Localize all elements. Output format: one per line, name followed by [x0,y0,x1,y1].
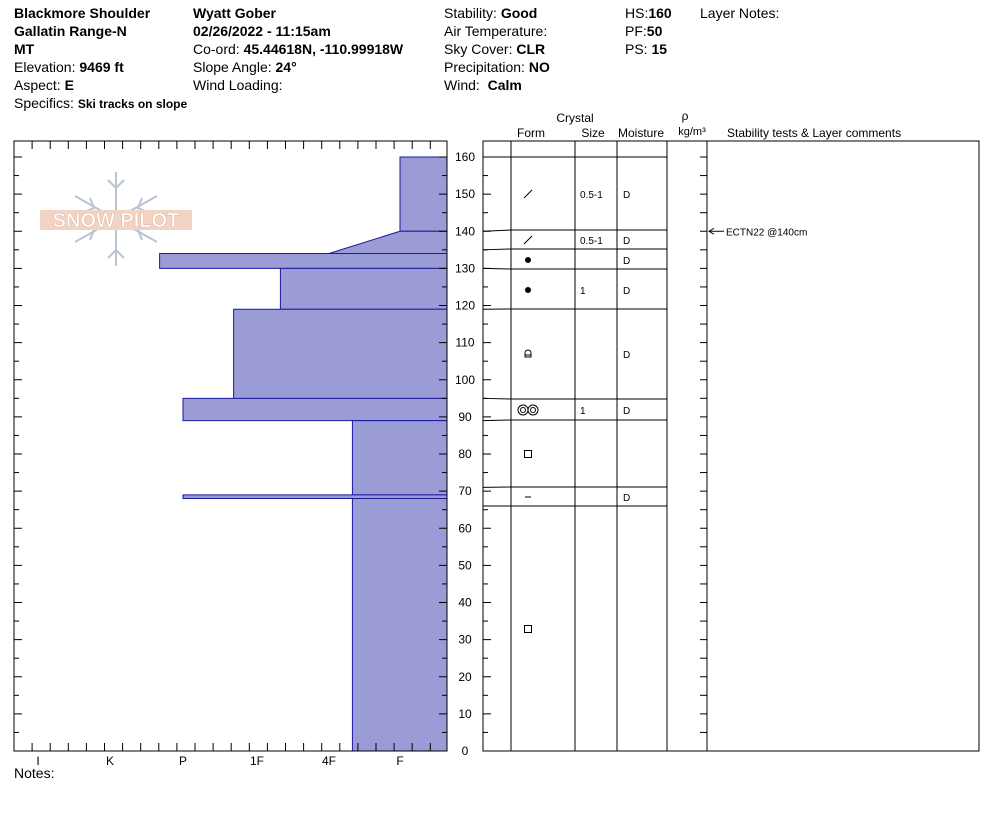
hardness-tick-label: F [396,754,404,768]
height-tick-label: 160 [454,150,476,164]
slash-stroke [524,190,532,198]
height-tick-label: 70 [458,484,472,499]
graupel-dot [525,287,531,293]
layer-notes-label: Layer Notes: [700,5,780,21]
graupel-dot [525,257,531,263]
mf-inner [531,408,536,413]
hardness-segment [183,495,447,499]
mf-outer [528,405,538,415]
height-tick-label: 80 [458,447,472,461]
crystal-form-graupel-icon [525,287,531,293]
layer-connector-line [483,230,511,231]
crystal-moisture: D [623,190,631,201]
mf-outer [518,405,528,415]
slope-label: Slope Angle: [193,59,272,75]
pf-value: 50 [646,23,663,39]
hardness-segment [183,398,447,420]
crystal-moisture: D [623,286,631,297]
crystal-moisture: D [623,493,631,504]
height-tick-label: 50 [458,558,472,573]
layer-connector-line [483,420,511,421]
height-tick-label: 120 [454,298,476,313]
form-header: Form [517,126,545,140]
facet-rounded-shape [525,350,531,357]
crystal-form-faceted-icon [525,451,532,458]
height-tick-label: 60 [458,521,472,536]
height-tick-label: 0 [461,744,469,758]
wind-value: Calm [487,77,522,93]
hardness-segment [280,268,447,309]
crystal-form-melt-freeze-icon [518,405,538,415]
crystal-form-decomposing-icon [524,190,532,198]
crystal-form-faceted-rounded-icon [525,350,531,357]
crystal-size: 1 [580,406,586,417]
crystal-form-graupel-icon [525,257,531,263]
height-tick-label: 40 [458,595,472,610]
hardness-segment [352,421,447,495]
hardness-segment [352,499,447,751]
crystal-moisture: D [623,236,631,247]
crystal-moisture: D [623,406,631,417]
wind-loading-label: Wind Loading: [193,77,283,93]
stability-label: Stability: [444,5,497,21]
ps-label: PS: [625,41,648,57]
mf-inner [521,408,526,413]
slope-value: 24° [275,59,297,75]
rho-header: ρ [681,109,689,123]
comments-header: Stability tests & Layer comments [727,126,902,140]
observation-datetime: 02/26/2022 - 11:15am [193,23,331,39]
coord-label: Co-ord: [193,41,240,57]
stability-value: Good [500,5,538,21]
layer-connector-line [483,249,511,250]
hardness-segment [329,231,447,253]
crystal-size: 0.5-1 [580,190,603,201]
moisture-header: Moisture [617,126,665,140]
hardness-tick-label: P [178,754,188,768]
aspect-value: E [64,77,74,93]
hs-label: HS: [625,5,649,21]
hardness-tick-label: 4F [321,754,337,768]
hardness-tick-label: 1F [249,754,265,768]
state-name: MT [14,41,35,57]
crystal-form-decomposing-icon [524,236,532,244]
facet-square [525,626,532,633]
sky-label: Sky Cover: [444,41,513,57]
ps-value: 15 [651,41,668,57]
crystal-size: 1 [580,286,586,297]
height-tick-label: 30 [458,632,472,647]
elevation-value: 9469 ft [79,59,124,75]
snowpilot-logo [40,172,192,266]
height-tick-label: 110 [455,335,475,350]
layer-connector-line [483,268,511,269]
specifics-value: Ski tracks on slope [77,97,188,111]
height-tick-label: 90 [458,409,472,424]
slash-stroke [524,236,532,244]
stability-test-text: ECTN22 @140cm [726,227,808,239]
crystal-form-faceted-icon [525,626,532,633]
density-unit-header: kg/m³ [678,126,706,138]
crystal-size: 0.5-1 [580,236,603,247]
range-name: Gallatin Range-N [14,23,127,39]
facet-square [525,451,532,458]
height-tick-label: 20 [458,669,472,684]
size-header: Size [581,126,605,140]
precip-value: NO [528,59,550,75]
hardness-tick-label: K [105,754,115,768]
air-temp-label: Air Temperature: [444,23,548,39]
coord-value: 45.44618N, -110.99918W [243,41,404,57]
height-tick-label: 100 [454,372,476,387]
height-tick-label: 150 [454,187,476,202]
aspect-label: Aspect: [14,77,61,93]
hardness-segment [160,254,447,269]
hs-value: 160 [648,5,672,21]
crystal-moisture: D [623,256,631,267]
sky-value: CLR [516,41,546,57]
precip-label: Precipitation: [444,59,525,75]
logo-text: SNOW PILOT [52,210,180,232]
wind-label: Wind: [444,77,480,93]
elevation-label: Elevation: [14,59,76,75]
crystal-moisture: D [623,350,631,361]
location-name: Blackmore Shoulder [14,5,151,21]
height-tick-label: 140 [454,224,476,239]
crystal-header: Crystal [556,111,594,125]
hardness-tick-label: I [36,754,40,768]
specifics-label: Specifics: [14,95,74,111]
observer-name: Wyatt Gober [193,5,276,21]
notes-label: Notes: [14,765,55,781]
height-tick-label: 130 [454,261,476,276]
hardness-segment [234,309,447,398]
height-tick-label: 10 [458,706,472,721]
pf-label: PF: [625,23,647,39]
layer-connector-line [483,398,511,399]
